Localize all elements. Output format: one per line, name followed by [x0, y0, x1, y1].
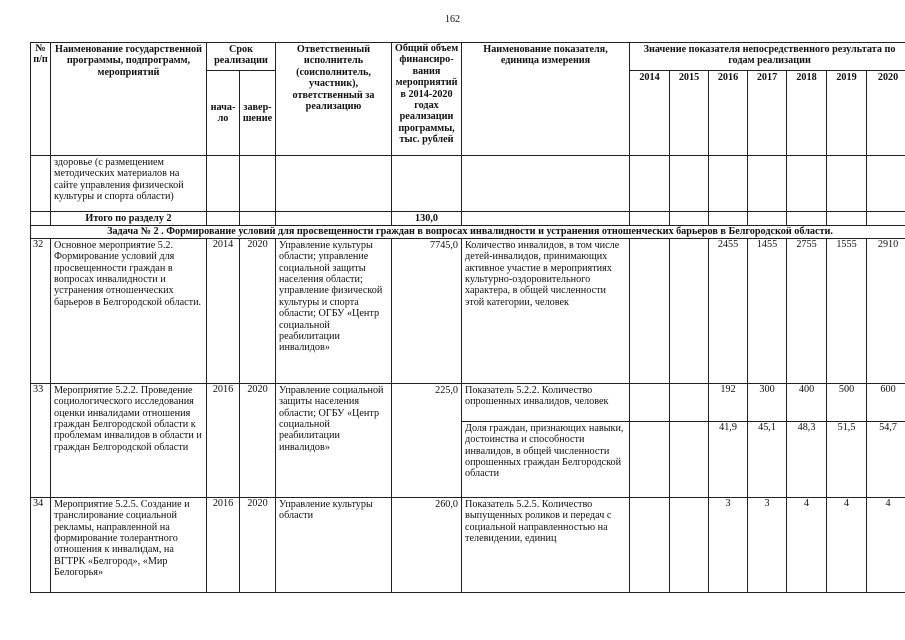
row-number: 33 — [31, 383, 51, 497]
table-row — [31, 497, 905, 592]
continuation-row — [31, 156, 905, 212]
value-2016: 2455 — [709, 238, 748, 383]
term-start: 2016 — [207, 497, 240, 592]
total-value: 130,0 — [392, 212, 462, 226]
value-2020: 600 — [867, 383, 905, 421]
header-year-2020: 2020 — [867, 71, 905, 156]
header-year-2016: 2016 — [709, 71, 748, 156]
table-row — [31, 238, 905, 383]
continuation-text: здоровье (с размещением методических материалов на сайте управления физической культуры и спорта области) — [51, 156, 207, 212]
value-2020: 2910 — [867, 238, 905, 383]
header-year-2017: 2017 — [748, 71, 787, 156]
value-2015 — [670, 497, 709, 592]
value-2015 — [670, 238, 709, 383]
header-fin: Общий объем финансиро-вания мероприятий в 2014-2020 годах реализации программы, тыс. рублей — [392, 43, 462, 156]
value-2016: 3 — [709, 497, 748, 592]
value-2015 — [670, 421, 709, 497]
value-2018: 400 — [787, 383, 827, 421]
value-2014 — [630, 238, 670, 383]
header-num: № п/п — [31, 43, 51, 156]
indicator-name: Показатель 5.2.5. Количество выпущенных роликов и передач с социальной направленностью на телевидении, единиц — [462, 497, 630, 592]
value-2020: 4 — [867, 497, 905, 592]
value-2016: 41,9 — [709, 421, 748, 497]
term-end: 2020 — [240, 497, 276, 592]
header-term: Срок реализации — [207, 43, 276, 71]
header-term-start: нача-ло — [207, 71, 240, 156]
header-year-2015: 2015 — [670, 71, 709, 156]
table-row — [31, 383, 905, 421]
value-2019: 4 — [827, 497, 867, 592]
financing: 260,0 — [392, 497, 462, 592]
value-2019: 500 — [827, 383, 867, 421]
row-number: 32 — [31, 238, 51, 383]
value-2016: 192 — [709, 383, 748, 421]
responsible: Управление культуры области; управление социальной защиты населения области; управление физической культуры и спорта области; ОГБУ «Центр социальной реабилитации инвалидов» — [276, 238, 392, 383]
financing: 7745,0 — [392, 238, 462, 383]
value-2018: 48,3 — [787, 421, 827, 497]
value-2014 — [630, 421, 670, 497]
indicator-name: Количество инвалидов, в том числе детей-инвалидов, принимающих активное участие в мероприятиях культурно-оздоровительного характера, в общей численности этой категории, человек — [462, 238, 630, 383]
term-start: 2016 — [207, 383, 240, 497]
value-2014 — [630, 383, 670, 421]
value-2020: 54,7 — [867, 421, 905, 497]
header-year-2019: 2019 — [827, 71, 867, 156]
header-year-2018: 2018 — [787, 71, 827, 156]
header-year-2014: 2014 — [630, 71, 670, 156]
activity-name: Основное мероприятие 5.2. Формирование условий для просвещенности граждан в вопросах инвалидности и устранения отношенческих барьеров в Белгородской области. — [51, 238, 207, 383]
header-term-end: завер-шение — [240, 71, 276, 156]
header-name: Наименование государственной программы, подпрограмм, мероприятий — [51, 43, 207, 156]
total-row — [31, 212, 905, 226]
responsible: Управление социальной защиты населения области; ОГБУ «Центр социальной реабилитации инвалидов» — [276, 383, 392, 497]
value-2018: 2755 — [787, 238, 827, 383]
value-2017: 300 — [748, 383, 787, 421]
indicator-name: Доля граждан, признающих навыки, достоинства и способности инвалидов, в общей численности опрошенных граждан Белгородской области — [462, 421, 630, 497]
financing: 225,0 — [392, 383, 462, 497]
term-end: 2020 — [240, 383, 276, 497]
activity-name: Мероприятие 5.2.2. Проведение социологического исследования оценки инвалидами отношения граждан Белгородской области к проблемам инвалидов в области и граждан Белгородской области — [51, 383, 207, 497]
value-2014 — [630, 497, 670, 592]
responsible: Управление культуры области — [276, 497, 392, 592]
value-2018: 4 — [787, 497, 827, 592]
program-table — [30, 42, 905, 593]
value-2015 — [670, 383, 709, 421]
task-row — [31, 226, 905, 238]
value-2017: 3 — [748, 497, 787, 592]
row-number: 34 — [31, 497, 51, 592]
indicator-name: Показатель 5.2.2. Количество опрошенных инвалидов, человек — [462, 383, 630, 421]
value-2017: 45,1 — [748, 421, 787, 497]
header-resp: Ответственный исполнитель (соисполнитель, участник), ответственный за реализацию — [276, 43, 392, 156]
total-label: Итого по разделу 2 — [51, 212, 207, 226]
header-values-title: Значение показателя непосредственного результата по годам реализации — [630, 43, 905, 71]
value-2019: 1555 — [827, 238, 867, 383]
header-indicator: Наименование показателя, единица измерения — [462, 43, 630, 156]
term-start: 2014 — [207, 238, 240, 383]
page-number: 162 — [445, 14, 460, 25]
term-end: 2020 — [240, 238, 276, 383]
activity-name: Мероприятие 5.2.5. Создание и транслирование социальной рекламы, направленной на формирование толерантного отношения к инвалидам, на ВГТРК «Белгород», «Мир Белогорья» — [51, 497, 207, 592]
value-2019: 51,5 — [827, 421, 867, 497]
value-2017: 1455 — [748, 238, 787, 383]
task-title: Задача № 2 . Формирование условий для просвещенности граждан в вопросах инвалидности и устранения отношенческих барьеров в Белгородской области. — [31, 226, 905, 238]
